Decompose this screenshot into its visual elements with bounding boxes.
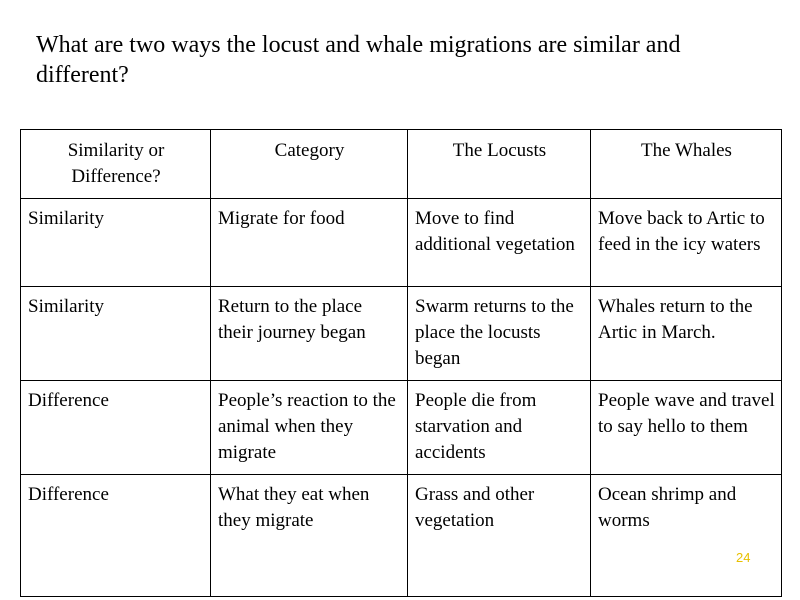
table-row <box>21 199 782 287</box>
page-number: 24 <box>736 550 751 565</box>
cell-type: Similarity <box>21 199 211 287</box>
cell-whales: Ocean shrimp and worms <box>591 475 782 597</box>
comparison-table <box>20 129 782 597</box>
cell-locusts: Swarm returns to the place the locusts began <box>408 287 591 381</box>
cell-whales: Move back to Artic to feed in the icy waters <box>591 199 782 287</box>
table-row <box>21 287 782 381</box>
cell-locusts: Move to find additional vegetation <box>408 199 591 287</box>
cell-category: Migrate for food <box>211 199 408 287</box>
cell-category: People’s reaction to the animal when they migrate <box>211 381 408 475</box>
header-the-whales: The Whales <box>591 130 782 199</box>
table-row <box>21 381 782 475</box>
cell-type: Difference <box>21 381 211 475</box>
cell-locusts: Grass and other vegetation <box>408 475 591 597</box>
table-header-row <box>21 130 782 199</box>
header-the-locusts: The Locusts <box>408 130 591 199</box>
cell-type: Similarity <box>21 287 211 381</box>
cell-category: Return to the place their journey began <box>211 287 408 381</box>
slide-title: What are two ways the locust and whale migrations are similar and different? <box>36 32 681 88</box>
cell-type: Difference <box>21 475 211 597</box>
cell-whales: Whales return to the Artic in March. <box>591 287 782 381</box>
header-category: Category <box>211 130 408 199</box>
cell-category: What they eat when they migrate <box>211 475 408 597</box>
cell-whales: People wave and travel to say hello to them <box>591 381 782 475</box>
table-row <box>21 475 782 597</box>
header-similarity-or-difference: Similarity or Difference? <box>21 130 211 199</box>
cell-locusts: People die from starvation and accidents <box>408 381 591 475</box>
